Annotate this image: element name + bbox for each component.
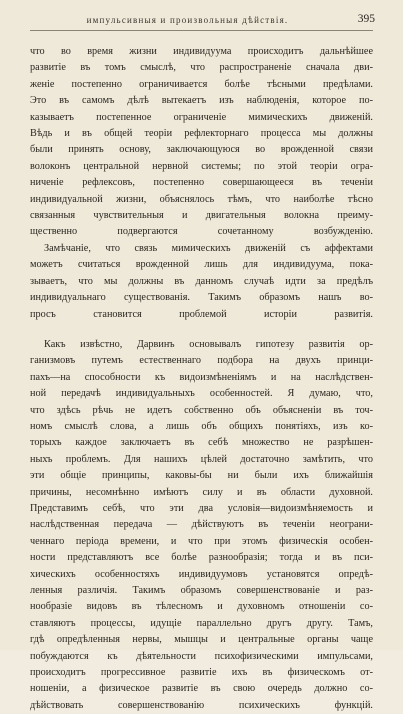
text-line: щественно подвергаются сочетанному возбужденію. <box>30 226 373 238</box>
text-line: ности представляютъ все болѣе разнообразія; тогда и въ пси- <box>30 552 373 564</box>
text-line: что здѣсь рѣчь не идетъ собственно объ объясненіи въ точ- <box>30 404 373 416</box>
text-line: ченнаго періода времени, и что при этомъ физическія особен- <box>30 535 373 547</box>
paragraph-gap <box>30 323 373 337</box>
text-line: ныхъ проблемъ. Для нашихъ цѣлей достаточно замѣтить, что <box>30 453 373 465</box>
text-line: хическихъ особенностяхъ индивидуумовъ установятся опредѣ- <box>30 568 373 580</box>
page-header <box>30 14 373 31</box>
text-line: ношеніи, а физическое развитіе въ свою очередь должно со- <box>30 683 373 695</box>
text-line: ставляютъ процессы, идущіе параллельно другъ другу. Тамъ, <box>30 617 373 629</box>
running-head: импульсивныя и произвольныя дѣйствія. <box>86 15 289 25</box>
text-line: гдѣ опредѣленныя нервы, мышцы и центральные органы чаще <box>30 634 373 646</box>
text-line: женіе постепенно ограничивается болѣе тѣсными предѣлами. <box>30 78 373 90</box>
text-line: ниченіе рефлексовъ, постепенно совершающееся въ теченіи <box>30 177 373 189</box>
text-line: Представимъ себѣ, что эти два условія—видоизмѣняемость и <box>30 502 373 514</box>
text-line: что во время жизни индивидуума происходитъ дальнѣйшее <box>30 46 373 57</box>
paragraph-3 <box>30 337 373 714</box>
text-line: индивидуальнаго существованія. Такимъ образомъ нашъ во- <box>30 292 373 304</box>
text-line: происходитъ прогрессивное развитіе ихъ въ физическомъ от- <box>30 667 373 679</box>
text-line: Какъ извѣстно, Дарвинъ основывалъ гипотезу развитія ор- <box>44 338 373 350</box>
text-line: развитіе въ томъ смыслѣ, что распространеніе сначала дви- <box>30 62 373 74</box>
page-number: 395 <box>357 13 375 25</box>
text-line: пахъ—на способности къ видоизмѣненіямъ и на наслѣдствен- <box>30 371 373 383</box>
text-line: связанныя чувствительныя и двигательныя волокна преиму- <box>30 210 373 222</box>
text-line: Вѣдь и въ общей теоріи рефлекторнаго процесса мы должны <box>30 128 373 140</box>
paragraph-2 <box>30 241 373 323</box>
text-line: эти общіе принципы, каковы-бы ни были ихъ ближайшія <box>30 470 373 482</box>
text-line: можетъ считаться врожденной лишь для индивидуума, пока- <box>30 259 373 271</box>
text-line: дѣйствовать совершенствованію психическихъ функцій. <box>30 699 373 711</box>
text-line: побуждаются къ дѣятельности психофизическими импульсами, <box>30 650 373 662</box>
text-line: причины, несомнѣнно имѣютъ силу и въ области духовной. <box>30 486 373 498</box>
text-line: ной передачѣ индивидуальныхъ особенностей. Я думаю, что, <box>30 388 373 400</box>
text-line: наслѣдственная передача — дѣйствуютъ въ теченіи неограни- <box>30 519 373 531</box>
text-line: зываетъ, что мы должны въ данномъ случаѣ идти за предѣлъ <box>30 275 373 287</box>
page-body <box>30 44 373 714</box>
text-line: торыхъ каждое заключаетъ въ себѣ множество не разрѣшен- <box>30 437 373 449</box>
text-line: волоконъ центральной нервной системы; по этой теоріи огра- <box>30 160 373 172</box>
paragraph-1 <box>30 44 373 241</box>
text-line: просъ становится проблемой исторіи развитія. <box>30 308 373 320</box>
text-line: индивидуальной жизни, объяснялось тѣмъ, что наиболѣе тѣсно <box>30 193 373 205</box>
text-line: казываетъ постепенное ограниченіе мимическихъ движеній. <box>30 111 373 123</box>
text-line: Это въ самомъ дѣлѣ вытекаетъ изъ наблюденія, которое по- <box>30 95 373 107</box>
text-line: ленныя различія. Такимъ образомъ совершенствованіе и раз- <box>30 585 373 596</box>
text-line: номъ смыслѣ слова, а лишь объ общихъ понятіяхъ, изъ ко- <box>30 420 373 432</box>
text-line: Замѣчаніе, что связь мимическихъ движеній съ аффектами <box>44 242 373 254</box>
text-line: были принять основу, заключающуюся во врожденной связи <box>30 144 373 156</box>
text-line: нообразіе видовъ въ тѣлесномъ и духовномъ отношеніи со- <box>30 601 373 613</box>
text-line: ганизмовъ путемъ естественнаго подбора на двухъ принци- <box>30 355 373 367</box>
